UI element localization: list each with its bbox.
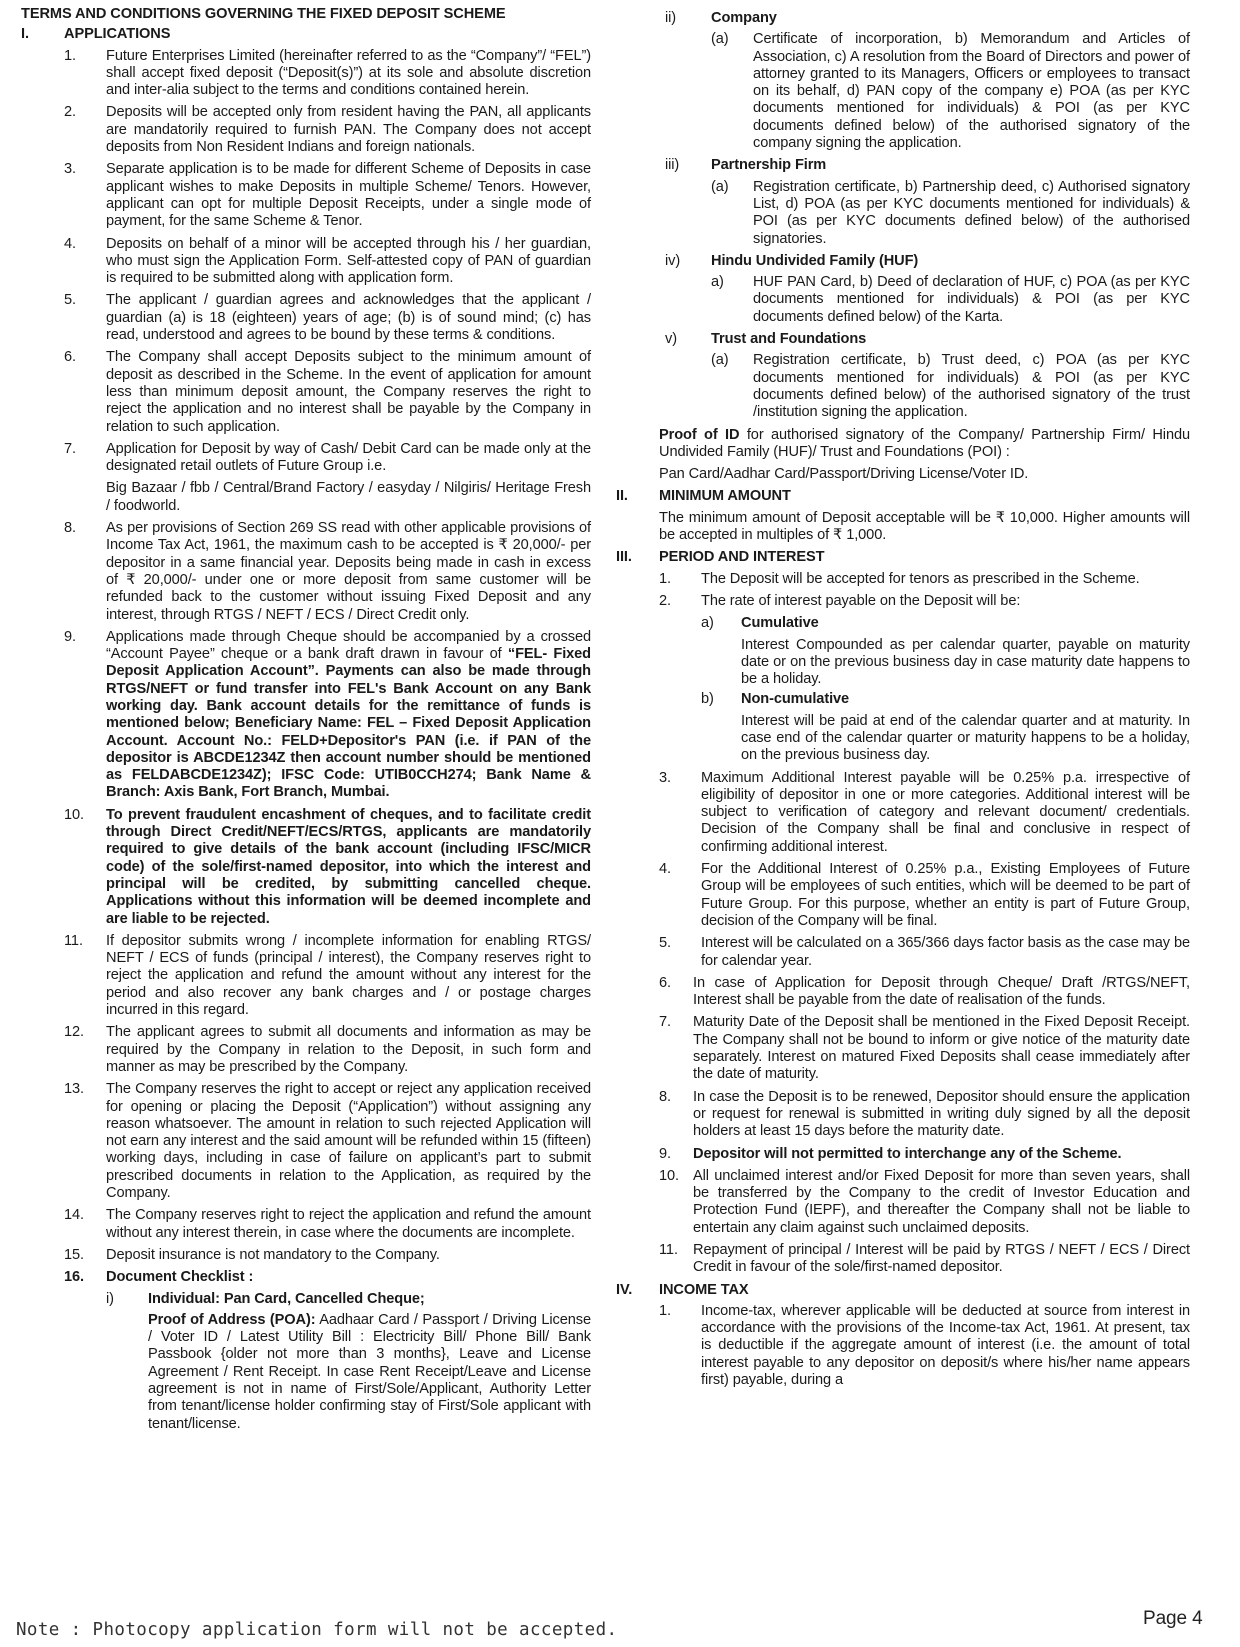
list-item: 10. To prevent fraudulent encashment of cheques, and to facilitate credit through Direct Credit/NEFT/ECS/RTGS, applicants are mandatorily required to give details of the bank account (including IFSC/MICR code) of the sole/first-named depositor, into which the interest and principal will be credited, by submitting cancelled cheque. Applications without this information will be deemed incomplete and are liable to be rejected. xyxy=(64,806,591,927)
bank-details: “FEL- Fixed Deposit Application Account”. Payments can also be made through RTGS/NEFT or fund transfer into FEL's Bank Account on any Bank working day. Bank account details for the remittance of funds is mentioned below; Beneficiary Name: FEL – Fixed Deposit Application Account. Account No.: FELD+Depositor's PAN (i.e. if PAN of the depositor is ABCDE1234Z then account number should be mentioned as FELDABCDE1234Z); IFSC Code: UTIB0CCH274; Bank Name & Branch: Axis Bank, Fort Branch, Mumbai. xyxy=(106,646,591,801)
section-income-tax-heading: IV. INCOME TAX xyxy=(616,1281,749,1298)
list-item: 1. Future Enterprises Limited (hereinafter referred to as the “Company”/ “FEL”) shall accept fixed deposit (“Deposit(s)”) at its sole and absolute discretion and inter-alia subject to the terms and conditions contained herein. xyxy=(64,47,591,99)
checklist-trust: v) Trust and Foundations (a) Registration certificate, b) Trust deed, c) POA (as per KYC documents mentioned for individuals) & POI (as per KYC documents defined below) of the authorised signatory of the trust /institution signing the application. xyxy=(665,331,1190,421)
list-item: 14. The Company reserves right to reject the application and refund the amount without any interest therein, in case where the documents are incomplete. xyxy=(64,1207,591,1241)
left-column xyxy=(21,6,591,1438)
footer-note: Note : Photocopy application form will not be accepted. xyxy=(16,1620,618,1640)
checklist-huf: iv) Hindu Undivided Family (HUF) a) HUF PAN Card, b) Deed of declaration of HUF, c) POA (as per KYC documents mentioned for individuals) & POI (as per KYC documents defined below) of the Karta. xyxy=(665,252,1190,325)
list-item: 7. Maturity Date of the Deposit shall be mentioned in the Fixed Deposit Receipt. The Company shall not be bound to inform or give notice of the maturity date separately. Interest on matured Fixed Deposits shall cease immediately after the date of maturity. xyxy=(659,1014,1190,1083)
list-item: 9. Depositor will not permitted to interchange any of the Scheme. xyxy=(659,1145,1122,1162)
list-item: 10. All unclaimed interest and/or Fixed Deposit for more than seven years, shall be transferred by the Company to the credit of Investor Education and Protection Fund (IEPF), and thereafter the Company shall not be liable to entertain any claim against such unclaimed deposits. xyxy=(659,1167,1190,1236)
section-minimum-amount-heading: II. MINIMUM AMOUNT xyxy=(616,488,791,505)
section-applications-heading xyxy=(21,26,591,43)
list-item: 12. The applicant agrees to submit all documents and information as may be required by the Company in relation to the Deposit, in such form and manner as may be prescribed by the Company. xyxy=(64,1024,591,1075)
list-item: 6. The Company shall accept Deposits subject to the minimum amount of deposit as described in the Scheme. In the event of application for amount less than minimum deposit amount, the Company reserves the right to reject the application and no interest shall be payable by the Company in relation to such application. xyxy=(64,349,591,435)
list-item: 11. If depositor submits wrong / incomplete information for enabling RTGS/ NEFT / ECS of funds (principal / interest), the Company reserves right to reject the application and refund the amount without any interest for the period and also recover any bank charges and / or postage charges incurred in this regard. xyxy=(64,932,591,1019)
list-item: 1. Income-tax, wherever applicable will be deducted at source from interest in accordance with the provisions of the Income-tax Act, 1961. At present, tax is deductible if the aggregate amount of interest (i.e. the amount of total interest payable to any depositor on deposit/s where his/her name appears first) payable, during a xyxy=(659,1302,1190,1389)
list-item: 3. Maximum Additional Interest payable will be 0.25% p.a. irrespective of eligibility of depositor in one or more categories. Additional interest will be subject to verification of category and relevant document/ credentials. Decision of the Company shall be final and conclusive in respect of confirming additional interest. xyxy=(659,769,1190,855)
list-item: 4. Deposits on behalf of a minor will be accepted through his / her guardian, who must sign the Application Form. Self-attested copy of PAN of guardian is required to be submitted along with application form. xyxy=(64,235,591,287)
minimum-amount-text: The minimum amount of Deposit acceptable will be ₹ 10,000. Higher amounts will be accepted in multiples of ₹ 1,000. xyxy=(659,509,1190,544)
list-item: 5. Interest will be calculated on a 365/366 days factor basis as the case may be for calendar year. xyxy=(659,935,1190,969)
document-checklist-heading: 16. Document Checklist : xyxy=(64,1269,254,1286)
list-item: 13. The Company reserves the right to accept or reject any application received for opening or placing the Deposit (“Application”) without assigning any reason whatsoever. The amount in relation to such rejected Application will not earn any interest and the said amount will be refunded within 15 (fifteen) working days, including in case of failure on applicant’s part to submit prescribed documents in relation to the Application, as required by the Company. xyxy=(64,1081,591,1201)
checklist-partnership-firm: iii) Partnership Firm (a) Registration certificate, b) Partnership deed, c) Authorised signatory List, d) POA (as per KYC documents mentioned for individuals) & POI (as per KYC documents defined below) of the authorised signatories. xyxy=(665,157,1190,247)
checklist-individual: i) Individual: Pan Card, Cancelled Cheque; Proof of Address (POA): Aadhaar Card / Passport / Driving License / Voter ID / Latest Utility Bill : Electricity Bill/ Phone Bill/ Bank Passbook {older not more than 3 months}, Leave and License Agreement / Rent Receipt. In case Rent Receipt/Leave and License agreement is not in name of First/Sole/Applicant, Authority Letter from tenant/license holder confirming stay of First/Sole applicant with tenant/license. xyxy=(106,1291,591,1432)
section-title: APPLICATIONS xyxy=(64,26,171,43)
proof-of-id-list: Pan Card/Aadhar Card/Passport/Driving License/Voter ID. xyxy=(659,466,1029,483)
list-item: 4. For the Additional Interest of 0.25% p.a., Existing Employees of Future Group will be employees of such entities, which will be deemed to be part of Future Group. For this purpose, whether an entity is part of Future Group, decision of the Company will be final. xyxy=(659,861,1190,929)
list-item: 9. Applications made through Cheque should be accompanied by a crossed “Account Payee” cheque or a bank draft drawn in favour of “FEL- Fixed Deposit Application Account”. Payments can also be made through RTGS/NEFT or fund transfer into FEL's Bank Account on any Bank working day. Bank account details for the remittance of funds is mentioned below; Beneficiary Name: FEL – Fixed Deposit Application Account. Account No.: FELD+Depositor's PAN (i.e. if PAN of the depositor is ABCDE1234Z then account number should be mentioned as FELDABCDE1234Z); IFSC Code: UTIB0CCH274; Bank Name & Branch: Axis Bank, Fort Branch, Mumbai. xyxy=(64,628,591,801)
retail-outlets: Big Bazaar / fbb / Central/Brand Factory / easyday / Nilgiris/ Heritage Fresh / foodworld. xyxy=(106,480,591,514)
list-item: 5. The applicant / guardian agrees and acknowledges that the applicant / guardian (a) is 18 (eighteen) years of age; (b) is of sound mind; (c) has read, understood and agrees to be bound by these terms & conditions. xyxy=(64,292,591,344)
interest-non-cumulative: b) Non-cumulative Interest will be paid at end of the calendar quarter and at maturity. In case end of the calendar quarter or maturity happens to be a holiday, on the previous business day. xyxy=(701,691,1190,764)
proof-of-address: Proof of Address (POA): Aadhaar Card / Passport / Driving License / Voter ID / Latest Utility Bill : Electricity Bill/ Phone Bill/ Bank Passbook {older not more than 3 months}, Leave and License Agreement / Rent Receipt. In case Rent Receipt/Leave and License agreement is not in name of First/Sole/Applicant, Authority Letter from tenant/license holder confirming stay of First/Sole applicant with tenant/license. xyxy=(148,1311,591,1432)
list-item: 8. In case the Deposit is to be renewed, Depositor should ensure the application or request for renewal is submitted in writing duly signed by all the deposit holders at least 15 days before the maturity date. xyxy=(659,1088,1190,1140)
checklist-company: ii) Company (a) Certificate of incorporation, b) Memorandum and Articles of Association, c) A resolution from the Board of Directors and power of attorney granted to its Managers, Officers or employees to transact on its behalf, d) PAN copy of the company e) POA (as per KYC documents mentioned for individuals) & POI (as per KYC documents defined below) of the authorised signatory of the company signing the application. xyxy=(665,10,1190,152)
section-period-interest-heading: III. PERIOD AND INTEREST xyxy=(616,549,825,566)
interest-cumulative: a) Cumulative Interest Compounded as per calendar quarter, payable on maturity date or on the previous business day in case maturity date happens to be a holiday. xyxy=(701,615,1190,688)
list-item: 15. Deposit insurance is not mandatory to the Company. xyxy=(64,1246,440,1263)
right-column xyxy=(616,6,1190,1394)
list-item: 7. Application for Deposit by way of Cash/ Debit Card can be made only at the designated retail outlets of Future Group i.e. Big Bazaar / fbb / Central/Brand Factory / easyday / Nilgiris/ Heritage Fresh / foodworld. xyxy=(64,440,591,514)
list-item: 11. Repayment of principal / Interest will be paid by RTGS / NEFT / ECS / Direct Credit in favour of the sole/first-named depositor. xyxy=(659,1242,1190,1276)
list-item: 3. Separate application is to be made for different Scheme of Deposits in case applicant wishes to make Deposits in multiple Scheme/ Tenors. However, applicant can opt for multiple Deposit Receipts, under a single mode of payment, for the same Scheme & Tenor. xyxy=(64,161,591,230)
document-title: TERMS AND CONDITIONS GOVERNING THE FIXED DEPOSIT SCHEME xyxy=(21,6,506,22)
list-item: 2. The rate of interest payable on the Deposit will be: a) Cumulative Interest Compounded as per calendar quarter, payable on maturity date or on the previous business day in case maturity date happens to be a holiday. b) Non-cumulative Interest will be paid at end of the calendar quarter and at maturity. In case end of the calendar quarter or maturity happens to be a holiday, on the previous business day. xyxy=(659,592,1190,764)
list-item: 6. In case of Application for Deposit through Cheque/ Draft /RTGS/NEFT, Interest shall be payable from the date of realisation of the funds. xyxy=(659,974,1190,1009)
individual-title: Individual: Pan Card, Cancelled Cheque; xyxy=(148,1291,425,1308)
page-number: Page 4 xyxy=(1143,1608,1203,1629)
list-item: 8. As per provisions of Section 269 SS read with other applicable provisions of Income Tax Act, 1961, the maximum cash to be accepted is ₹ 20,000/- per depositor in a same financial year. Deposits being made in cash in excess of ₹ 20,000/- under one or more deposit from same customer will be refunded back to the customer without issuing Fixed Deposit and any interest, through RTGS / NEFT / ECS / Direct Credit only. xyxy=(64,520,591,623)
section-number: I. xyxy=(21,26,29,43)
list-item: 2. Deposits will be accepted only from resident having the PAN, all applicants are mandatorily required to furnish PAN. The Company does not accept deposits from Non Resident Indians and foreign nationals. xyxy=(64,104,591,156)
list-item: 1. The Deposit will be accepted for tenors as prescribed in the Scheme. xyxy=(659,570,1140,587)
proof-of-id: Proof of ID for authorised signatory of the Company/ Partnership Firm/ Hindu Undivided Family (HUF)/ Trust and Foundations (POI) : Pan Card/Aadhar Card/Passport/Driving License/Voter ID. xyxy=(659,426,1190,483)
